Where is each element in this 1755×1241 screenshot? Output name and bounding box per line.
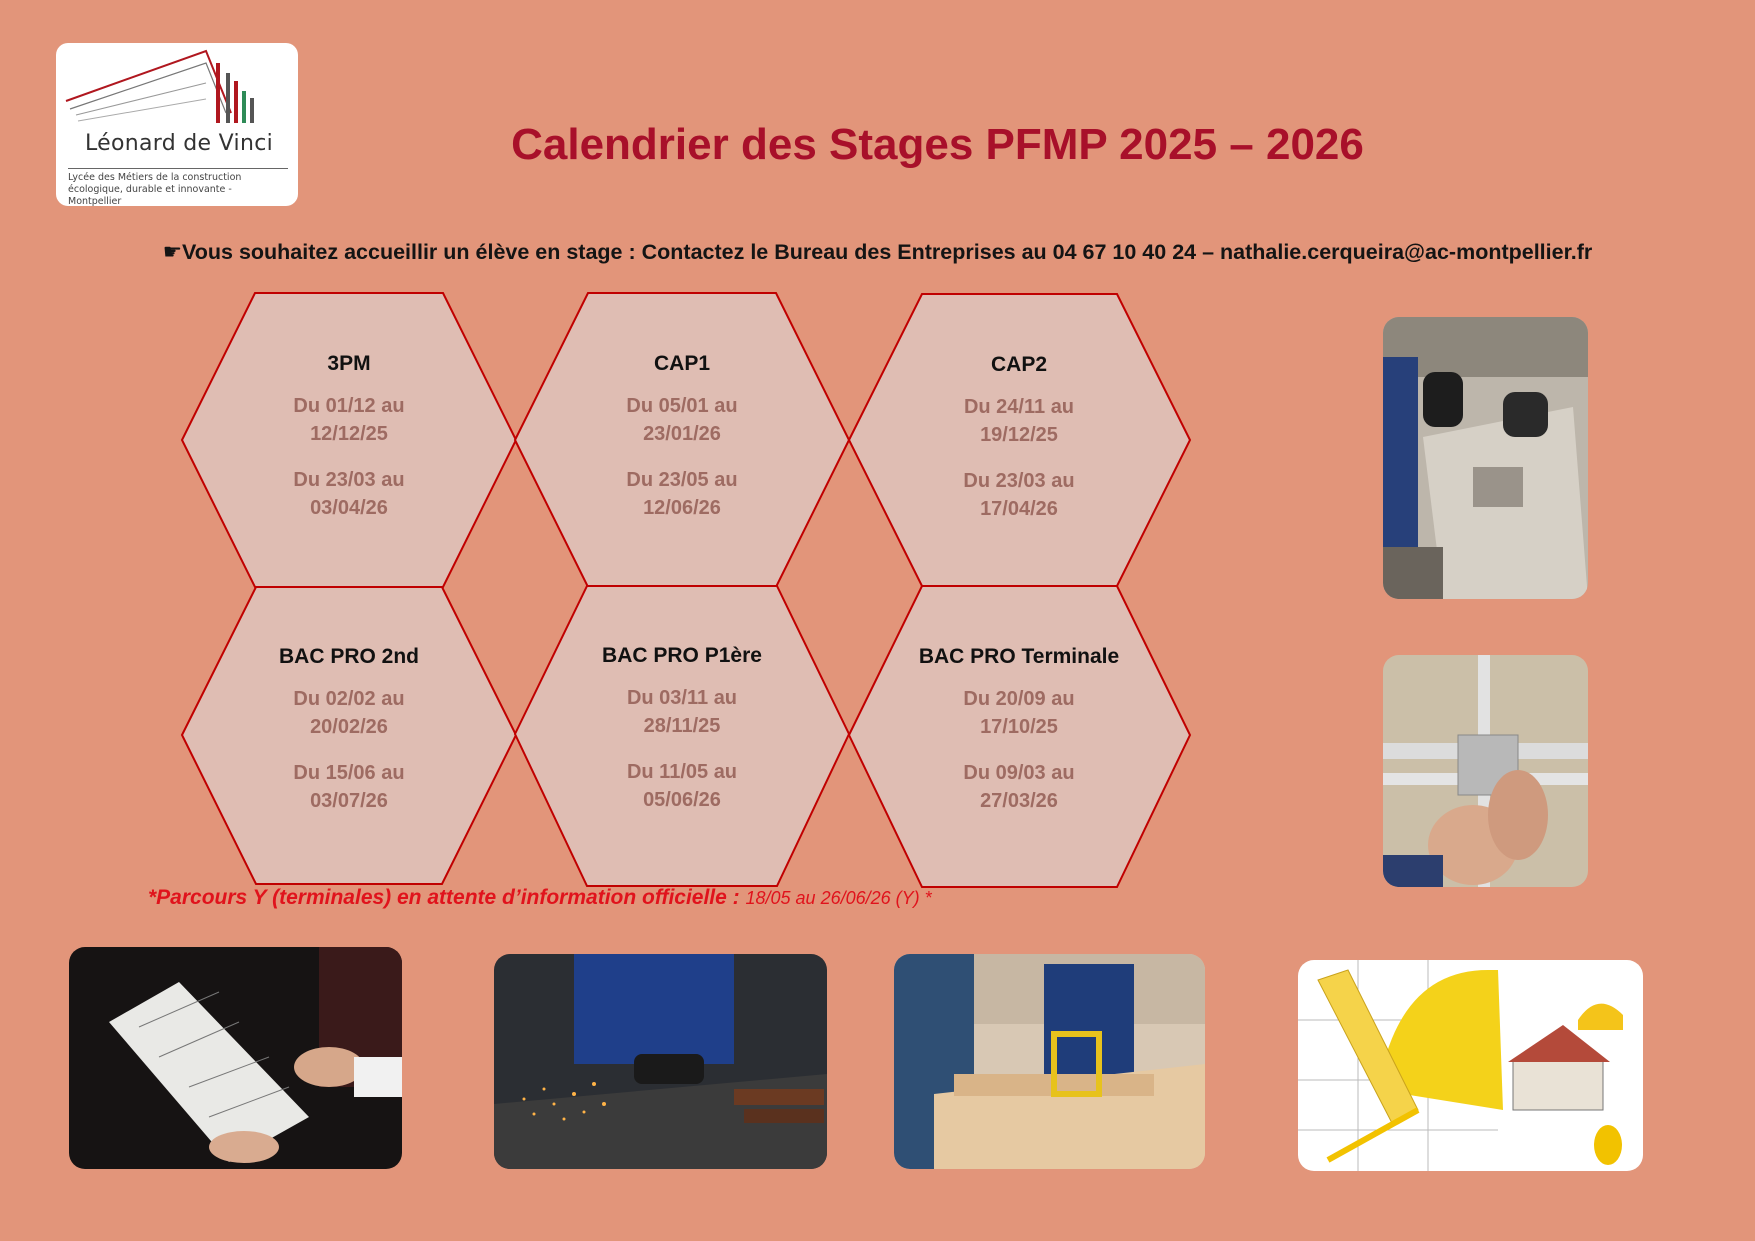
hexagon-content-cap2 <box>899 351 1139 523</box>
class-name: CAP1 <box>653 352 711 375</box>
metal-grinding-photo <box>494 954 827 1169</box>
construction-tools-illustration <box>1298 960 1643 1171</box>
period-1: Du 24/11 au 19/12/25 <box>963 396 1075 446</box>
period-2: Du 23/05 au 12/06/26 <box>626 469 738 519</box>
period-2: Du 11/05 au 05/06/26 <box>626 761 738 811</box>
class-name: CAP2 <box>990 353 1048 376</box>
period-2: Du 23/03 au 03/04/26 <box>293 469 405 519</box>
woodworking-workshop-photo <box>894 954 1205 1169</box>
hexagon-content-bac-pro-p1ere <box>562 642 802 814</box>
period-1: Du 01/12 au 12/12/25 <box>293 395 405 445</box>
masonry-work-photo <box>1383 317 1588 599</box>
period-2: Du 23/03 au 17/04/26 <box>963 470 1075 520</box>
electrical-wiring-photo <box>1383 655 1588 887</box>
hexagon-content-bac-pro-2nd <box>229 643 469 815</box>
period-1: Du 02/02 au 20/02/26 <box>293 688 405 738</box>
class-name: BAC PRO P1ère <box>602 644 762 667</box>
period-2: Du 15/06 au 03/07/26 <box>293 762 405 812</box>
hexagon-content-bac-pro-terminale <box>899 643 1139 815</box>
blueprint-reading-photo <box>69 947 402 1169</box>
class-name: BAC PRO Terminale <box>918 645 1120 668</box>
note-main: *Parcours Y (terminales) en attente d’information officielle : <box>148 886 740 909</box>
contact-line: ☛Vous souhaitez accueillir un élève en stage : Contactez le Bureau des Entreprises au 04 67 10 40 24 – nathalie.cerqueira@ac-montpellier.fr <box>162 240 1593 264</box>
logo-tagline: Lycée des Métiers de la construction écologique, durable et innovante - Montpellier <box>68 168 288 206</box>
period-1: Du 20/09 au 17/10/25 <box>963 688 1075 738</box>
period-1: Du 05/01 au 23/01/26 <box>626 395 738 445</box>
class-name: 3PM <box>327 352 371 375</box>
hexagon-content-3pm <box>229 350 469 522</box>
logo-name: Léonard de Vinci <box>84 131 274 156</box>
period-2: Du 09/03 au 27/03/26 <box>963 762 1075 812</box>
class-name: BAC PRO 2nd <box>278 645 419 668</box>
note-detail: 18/05 au 26/06/26 (Y) * <box>745 888 932 908</box>
period-1: Du 03/11 au 28/11/25 <box>626 687 738 737</box>
parcours-y-note <box>148 886 932 910</box>
page-title: Calendrier des Stages PFMP 2025 – 2026 <box>511 120 1364 169</box>
hexagon-content-cap1 <box>562 350 802 522</box>
